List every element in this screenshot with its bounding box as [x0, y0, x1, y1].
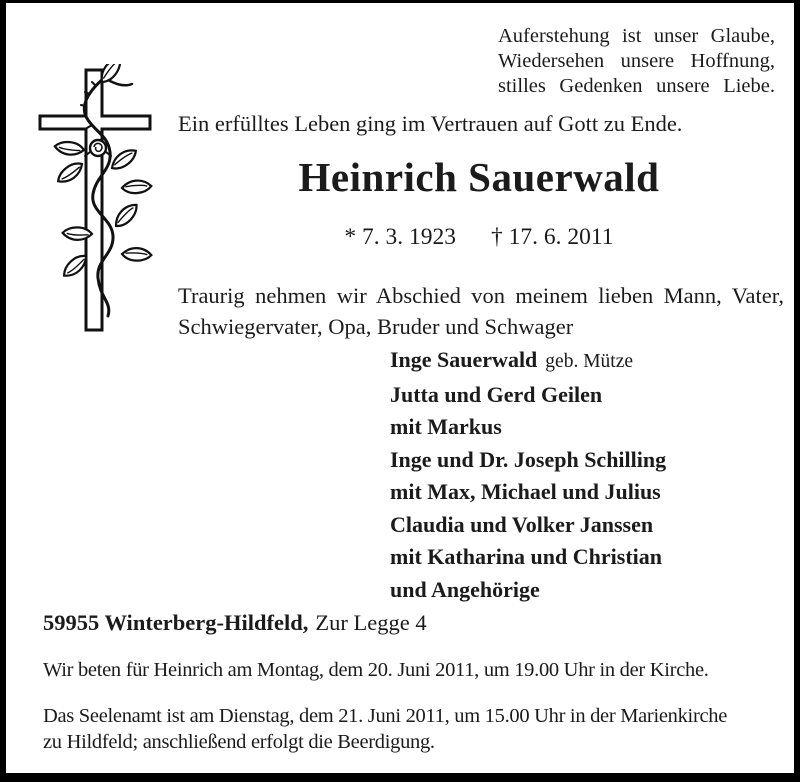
service-line: Das Seelenamt ist am Dienstag, dem 21. Juni 2011, um 15.00 Uhr in der Marienkirche [43, 705, 728, 727]
cross-with-rose-vine-icon [38, 64, 156, 336]
mourner-line: und Angehörige [390, 576, 540, 602]
farewell-line: Traurig nehmen wir Abschied von meinem lieben Mann, Vater, [178, 283, 784, 308]
mourner-line: Claudia und Volker Janssen [390, 511, 654, 537]
address-street: Zur Legge 4 [315, 610, 427, 635]
epigraph-line: stilles Gedenken unsere Liebe. [498, 75, 775, 97]
service-line: zu Hildfeld; anschließend erfolgt die Beerdigung. [43, 731, 435, 753]
mourner-name: Inge Sauerwald [390, 347, 538, 372]
mourner-maiden-name: geb. Mütze [545, 351, 634, 372]
life-dates [178, 224, 780, 250]
mourner-line: mit Max, Michael und Julius [390, 479, 661, 504]
mourner-line: Jutta und Gerd Geilen [390, 381, 603, 407]
mourner-line: Inge und Dr. Joseph Schilling [390, 446, 667, 472]
death-date: † 17. 6. 2011 [491, 224, 614, 250]
farewell-paragraph [178, 281, 784, 342]
mourner-line: mit Katharina und Christian [390, 544, 662, 569]
mourners-list [390, 344, 780, 606]
birth-date: * 7. 3. 1923 [344, 224, 457, 250]
service-announcement [43, 703, 788, 755]
epigraph [498, 24, 775, 99]
epigraph-line: Wiedersehen unsere Hoffnung, [498, 50, 775, 72]
farewell-line: Schwiegervater, Opa, Bruder und Schwager [178, 313, 574, 339]
address-line [43, 609, 427, 636]
mourner-line [390, 344, 780, 379]
intro-sentence: Ein erfülltes Leben ging im Vertrauen auf Gott zu Ende. [178, 111, 683, 136]
deceased-name: Heinrich Sauerwald [298, 154, 660, 200]
mourner-line: mit Markus [390, 414, 502, 439]
address-locality: 59955 Winterberg-Hildfeld, [43, 610, 309, 635]
epigraph-line: Auferstehung ist unser Glaube, [498, 25, 775, 47]
prayer-announcement: Wir beten für Heinrich am Montag, dem 20. Juni 2011, um 19.00 Uhr in der Kirche. [43, 659, 709, 681]
